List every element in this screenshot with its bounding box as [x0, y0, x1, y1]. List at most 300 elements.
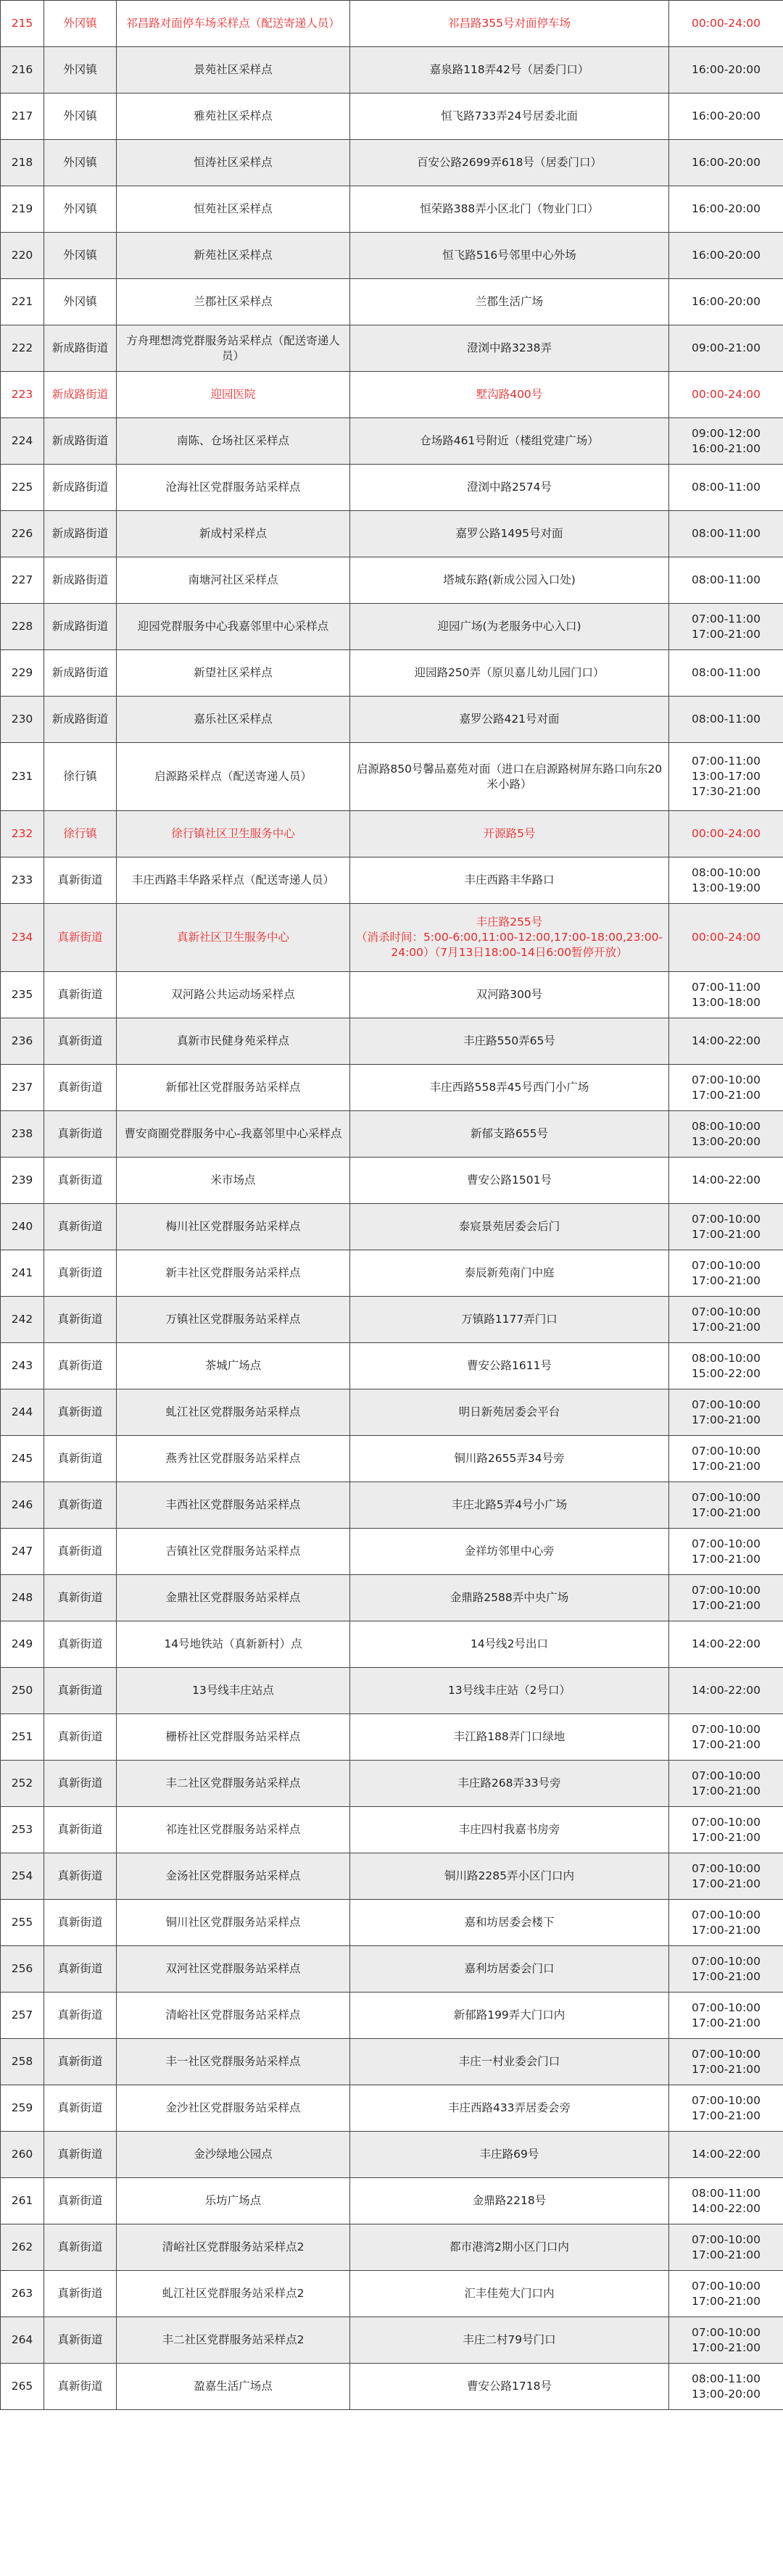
row-number-cell: 243 — [1, 1343, 44, 1389]
row-number-cell: 247 — [1, 1529, 44, 1575]
town-cell: 真新街道 — [44, 1018, 117, 1065]
address-cell-line: 曹安公路1718号 — [467, 2380, 552, 2393]
hours-cell-line: 07:00-10:00 — [692, 2232, 761, 2246]
hours-cell-line: 07:00-10:00 — [692, 1258, 761, 1272]
table-row — [1, 2085, 783, 2132]
hours-cell-line: 15:00-22:00 — [692, 1366, 761, 1380]
table-row — [1, 1389, 783, 1436]
row-number-cell: 258 — [1, 2039, 44, 2085]
table-row — [1, 186, 783, 233]
hours-cell — [669, 1, 783, 47]
address-cell — [350, 1993, 669, 2039]
row-number-cell: 238 — [1, 1111, 44, 1158]
address-cell — [350, 1297, 669, 1343]
address-cell-line: 启源路850号馨品嘉苑对面（进口在启源路树屏东路口向东20米小路） — [356, 762, 663, 791]
town-cell: 外冈镇 — [44, 140, 117, 186]
hours-cell-line: 08:00-11:00 — [692, 527, 761, 541]
hours-cell-line: 17:00-21:00 — [692, 1830, 761, 1844]
hours-cell-line: 07:00-10:00 — [692, 2047, 761, 2061]
row-number-cell: 217 — [1, 94, 44, 140]
address-cell — [350, 279, 669, 325]
address-cell — [350, 186, 669, 233]
site-name-cell: 迎园党群服务中心我嘉邻里中心采样点 — [117, 604, 350, 650]
hours-cell — [669, 1807, 783, 1853]
site-name-cell: 丰庄西路丰华路采样点（配送寄递人员） — [117, 857, 350, 904]
site-name-cell: 徐行镇社区卫生服务中心 — [117, 811, 350, 857]
address-cell — [350, 1482, 669, 1529]
address-cell — [350, 325, 669, 372]
table-row — [1, 697, 783, 743]
row-number-cell: 230 — [1, 697, 44, 743]
address-cell — [350, 1389, 669, 1436]
hours-cell-line: 13:00-19:00 — [692, 881, 761, 894]
address-cell-line: 迎园广场(为老服务中心入口) — [437, 620, 581, 633]
row-number-cell: 262 — [1, 2224, 44, 2271]
town-cell: 真新街道 — [44, 2132, 117, 2178]
town-cell: 真新街道 — [44, 1250, 117, 1297]
town-cell: 真新街道 — [44, 904, 117, 972]
address-cell — [350, 47, 669, 94]
hours-cell — [669, 1946, 783, 1993]
site-name-cell: 茶城广场点 — [117, 1343, 350, 1389]
address-cell — [350, 1575, 669, 1621]
address-cell — [350, 2224, 669, 2271]
town-cell: 真新街道 — [44, 2039, 117, 2085]
row-number-cell: 216 — [1, 47, 44, 94]
row-number-cell: 248 — [1, 1575, 44, 1621]
hours-cell — [669, 1668, 783, 1714]
row-number-cell: 228 — [1, 604, 44, 650]
row-number-cell: 242 — [1, 1297, 44, 1343]
table-row — [1, 465, 783, 511]
table-row — [1, 1946, 783, 1993]
table-row — [1, 1, 783, 47]
address-cell-line: 明日新苑居委会平台 — [458, 1405, 560, 1419]
table-row — [1, 1529, 783, 1575]
town-cell: 徐行镇 — [44, 811, 117, 857]
site-name-cell: 13号线丰庄站点 — [117, 1668, 350, 1714]
hours-cell — [669, 557, 783, 604]
row-number-cell: 236 — [1, 1018, 44, 1065]
address-cell — [350, 2039, 669, 2085]
town-cell: 新成路街道 — [44, 325, 117, 372]
hours-cell — [669, 418, 783, 465]
table-row — [1, 1158, 783, 1204]
table-row — [1, 2364, 783, 2410]
town-cell: 真新街道 — [44, 2085, 117, 2132]
hours-cell — [669, 1714, 783, 1761]
hours-cell-line: 07:00-10:00 — [692, 1537, 761, 1550]
hours-cell-line: 17:00-21:00 — [692, 1413, 761, 1426]
row-number-cell: 256 — [1, 1946, 44, 1993]
row-number-cell: 231 — [1, 743, 44, 811]
town-cell: 新成路街道 — [44, 557, 117, 604]
address-cell — [350, 372, 669, 418]
site-name-cell: 恒苑社区采样点 — [117, 186, 350, 233]
address-cell-line: 嘉和坊居委会楼下 — [464, 1916, 555, 1929]
table-row — [1, 1714, 783, 1761]
hours-cell-line: 13:00-20:00 — [692, 2387, 761, 2401]
hours-cell — [669, 47, 783, 94]
row-number-cell: 215 — [1, 1, 44, 47]
town-cell: 真新街道 — [44, 1575, 117, 1621]
hours-cell-line: 08:00-11:00 — [692, 666, 761, 680]
site-name-cell: 金沙社区党群服务站采样点 — [117, 2085, 350, 2132]
hours-cell-line: 07:00-10:00 — [692, 2325, 761, 2339]
site-name-cell: 新望社区采样点 — [117, 650, 350, 697]
address-cell — [350, 233, 669, 279]
hours-cell-line: 00:00-24:00 — [692, 17, 761, 30]
hours-cell-line: 17:00-21:00 — [692, 1320, 761, 1334]
address-cell — [350, 1714, 669, 1761]
address-cell-line: 墅沟路400号 — [476, 388, 543, 402]
address-cell — [350, 1853, 669, 1900]
hours-cell-line: 17:00-21:00 — [692, 1923, 761, 1937]
site-name-cell: 祁连社区党群服务站采样点 — [117, 1807, 350, 1853]
table-row — [1, 1993, 783, 2039]
hours-cell — [669, 1993, 783, 2039]
hours-cell-line: 07:00-10:00 — [692, 1490, 761, 1504]
address-cell-line: 都市港湾2期小区门口内 — [450, 2240, 569, 2254]
address-cell-line: 恒飞路733弄24号居委北面 — [441, 109, 578, 123]
row-number-cell: 227 — [1, 557, 44, 604]
address-cell — [350, 140, 669, 186]
hours-cell-line: 00:00-24:00 — [692, 827, 761, 841]
row-number-cell: 222 — [1, 325, 44, 372]
row-number-cell: 249 — [1, 1621, 44, 1668]
address-cell-line: 丰庄二村79号门口 — [463, 2333, 556, 2347]
address-cell — [350, 1900, 669, 1946]
hours-cell-line: 17:00-21:00 — [692, 627, 761, 641]
address-cell-line: 仓场路461号附近（楼组党建广场） — [420, 434, 599, 448]
address-cell-line: 万镇路1177弄门口 — [461, 1313, 558, 1326]
table-row — [1, 2178, 783, 2224]
address-cell — [350, 1, 669, 47]
hours-cell-line: 07:00-10:00 — [692, 1583, 761, 1597]
town-cell: 新成路街道 — [44, 465, 117, 511]
site-name-cell: 双河路公共运动场采样点 — [117, 972, 350, 1018]
hours-cell — [669, 1343, 783, 1389]
hours-cell-line: 17:00-21:00 — [692, 2108, 761, 2122]
hours-cell-line: 07:00-10:00 — [692, 1769, 761, 1782]
hours-cell — [669, 904, 783, 972]
hours-cell — [669, 233, 783, 279]
row-number-cell: 257 — [1, 1993, 44, 2039]
hours-cell-line: 17:00-21:00 — [692, 1598, 761, 1612]
table-row — [1, 279, 783, 325]
address-cell-line: 嘉罗公路1495号对面 — [455, 527, 563, 541]
site-name-cell: 迎园医院 — [117, 372, 350, 418]
site-name-cell: 新苑社区采样点 — [117, 233, 350, 279]
hours-cell — [669, 1250, 783, 1297]
town-cell: 外冈镇 — [44, 186, 117, 233]
hours-cell-line: 07:00-10:00 — [692, 1305, 761, 1318]
table-row — [1, 1204, 783, 1250]
table-row — [1, 743, 783, 811]
table-row — [1, 1575, 783, 1621]
hours-cell-line: 14:00-22:00 — [692, 1637, 761, 1651]
address-cell-line: 13号线丰庄站（2号口） — [447, 1684, 571, 1698]
site-name-cell: 景苑社区采样点 — [117, 47, 350, 94]
hours-cell — [669, 1575, 783, 1621]
site-name-cell: 燕秀社区党群服务站采样点 — [117, 1436, 350, 1482]
hours-cell — [669, 1482, 783, 1529]
hours-cell-line: 17:00-21:00 — [692, 1459, 761, 1473]
hours-cell — [669, 650, 783, 697]
address-cell — [350, 1250, 669, 1297]
address-cell — [350, 1807, 669, 1853]
address-cell-line: 百安公路2699弄618号（居委门口） — [416, 156, 602, 170]
hours-cell — [669, 743, 783, 811]
table-row — [1, 2132, 783, 2178]
hours-cell-line: 16:00-20:00 — [692, 63, 761, 77]
row-number-cell: 264 — [1, 2317, 44, 2364]
hours-cell-line: 07:00-10:00 — [692, 1444, 761, 1458]
site-name-cell: 真新市民健身苑采样点 — [117, 1018, 350, 1065]
town-cell: 真新街道 — [44, 1389, 117, 1436]
address-cell-line: 金鼎路2588弄中央广场 — [450, 1591, 569, 1605]
hours-cell — [669, 2271, 783, 2317]
site-name-cell: 新丰社区党群服务站采样点 — [117, 1250, 350, 1297]
address-cell — [350, 2271, 669, 2317]
site-name-cell: 丰二社区党群服务站采样点 — [117, 1761, 350, 1807]
address-cell — [350, 1529, 669, 1575]
row-number-cell: 254 — [1, 1853, 44, 1900]
address-cell-line: 恒荣路388弄小区北门（物业门口） — [420, 202, 599, 216]
hours-cell-line: 07:00-10:00 — [692, 1954, 761, 1968]
table-row — [1, 604, 783, 650]
address-cell-line: 丰庄北路5弄4号小广场 — [451, 1498, 568, 1512]
site-name-cell: 虬江社区党群服务站采样点 — [117, 1389, 350, 1436]
hours-cell-line: 17:00-21:00 — [692, 2062, 761, 2076]
address-cell-line: 泰宸景苑居委会后门 — [458, 1220, 560, 1234]
address-cell-line: 丰庄路69号 — [479, 2148, 539, 2161]
town-cell: 真新街道 — [44, 1204, 117, 1250]
hours-cell — [669, 697, 783, 743]
address-cell — [350, 557, 669, 604]
hours-cell-line: 07:00-10:00 — [692, 2000, 761, 2014]
address-cell — [350, 1204, 669, 1250]
hours-cell — [669, 1389, 783, 1436]
hours-cell — [669, 511, 783, 557]
hours-cell — [669, 1065, 783, 1111]
town-cell: 真新街道 — [44, 1065, 117, 1111]
address-cell-line: 丰庄西路丰华路口 — [464, 873, 555, 887]
address-cell — [350, 857, 669, 904]
hours-cell-line: 07:00-10:00 — [692, 1073, 761, 1087]
hours-cell — [669, 279, 783, 325]
hours-cell-line: 17:30-21:00 — [692, 784, 761, 798]
hours-cell — [669, 2085, 783, 2132]
hours-cell — [669, 140, 783, 186]
site-name-cell: 曹安商圈党群服务中心-我嘉邻里中心采样点 — [117, 1111, 350, 1158]
hours-cell-line: 17:00-21:00 — [692, 2016, 761, 2029]
address-cell — [350, 604, 669, 650]
hours-cell-line: 17:00-21:00 — [692, 1737, 761, 1751]
hours-cell-line: 08:00-11:00 — [692, 2372, 761, 2385]
hours-cell-line: 00:00-24:00 — [692, 931, 761, 944]
address-cell — [350, 1946, 669, 1993]
site-name-cell: 方舟理想湾党群服务站采样点（配送寄递人员） — [117, 325, 350, 372]
row-number-cell: 223 — [1, 372, 44, 418]
hours-cell-line: 14:00-22:00 — [692, 1034, 761, 1048]
site-name-cell: 雅苑社区采样点 — [117, 94, 350, 140]
site-name-cell: 栅桥社区党群服务站采样点 — [117, 1714, 350, 1761]
town-cell: 真新街道 — [44, 2271, 117, 2317]
row-number-cell: 252 — [1, 1761, 44, 1807]
town-cell: 真新街道 — [44, 1807, 117, 1853]
hours-cell-line: 13:00-18:00 — [692, 995, 761, 1009]
address-cell — [350, 2085, 669, 2132]
table-row — [1, 1065, 783, 1111]
hours-cell-line: 07:00-11:00 — [692, 612, 761, 626]
address-cell-line: 丰庄西路558弄45号西门小广场 — [429, 1081, 589, 1094]
address-cell-line: 恒飞路516号邻里中心外场 — [442, 249, 576, 262]
site-name-cell: 铜川社区党群服务站采样点 — [117, 1900, 350, 1946]
row-number-cell: 241 — [1, 1250, 44, 1297]
town-cell: 真新街道 — [44, 1946, 117, 1993]
hours-cell — [669, 1436, 783, 1482]
site-name-cell: 祁昌路对面停车场采样点（配送寄递人员） — [117, 1, 350, 47]
address-cell-line: 祁昌路355号对面停车场 — [447, 17, 571, 30]
address-cell-line: 铜川路2655弄34号旁 — [454, 1452, 565, 1466]
hours-cell-line: 07:00-10:00 — [692, 1815, 761, 1829]
hours-cell — [669, 2364, 783, 2410]
site-name-cell: 南塘河社区采样点 — [117, 557, 350, 604]
site-name-cell: 丰西社区党群服务站采样点 — [117, 1482, 350, 1529]
town-cell: 真新街道 — [44, 2224, 117, 2271]
town-cell: 真新街道 — [44, 1853, 117, 1900]
table-body — [1, 1, 783, 2410]
table-row — [1, 811, 783, 857]
hours-cell-line: 09:00-12:00 — [692, 426, 761, 440]
address-cell-line: 曹安公路1611号 — [467, 1359, 552, 1373]
hours-cell-line: 07:00-10:00 — [692, 2093, 761, 2107]
site-name-cell: 双河社区党群服务站采样点 — [117, 1946, 350, 1993]
address-cell-line: 丰江路188弄门口绿地 — [453, 1730, 566, 1744]
table-row — [1, 1250, 783, 1297]
hours-cell — [669, 1853, 783, 1900]
table-row — [1, 94, 783, 140]
town-cell: 真新街道 — [44, 1111, 117, 1158]
address-cell-line: 丰庄西路433弄居委会旁 — [447, 2101, 571, 2115]
address-cell — [350, 418, 669, 465]
row-number-cell: 233 — [1, 857, 44, 904]
row-number-cell: 235 — [1, 972, 44, 1018]
row-number-cell: 239 — [1, 1158, 44, 1204]
hours-cell — [669, 1297, 783, 1343]
address-cell — [350, 94, 669, 140]
row-number-cell: 265 — [1, 2364, 44, 2410]
town-cell: 真新街道 — [44, 1482, 117, 1529]
hours-cell-line: 17:00-21:00 — [692, 2294, 761, 2308]
site-name-cell: 嘉乐社区采样点 — [117, 697, 350, 743]
site-name-cell: 启源路采样点（配送寄递人员） — [117, 743, 350, 811]
site-name-cell: 丰一社区党群服务站采样点 — [117, 2039, 350, 2085]
town-cell: 徐行镇 — [44, 743, 117, 811]
town-cell: 外冈镇 — [44, 233, 117, 279]
row-number-cell: 232 — [1, 811, 44, 857]
hours-cell — [669, 465, 783, 511]
address-cell-line: 丰庄一村业委会门口 — [458, 2055, 560, 2069]
town-cell: 新成路街道 — [44, 418, 117, 465]
town-cell: 真新街道 — [44, 972, 117, 1018]
address-cell-line: 丰庄路268弄33号旁 — [457, 1777, 561, 1790]
hours-cell-line: 08:00-11:00 — [692, 481, 761, 494]
row-number-cell: 255 — [1, 1900, 44, 1946]
row-number-cell: 244 — [1, 1389, 44, 1436]
row-number-cell: 234 — [1, 904, 44, 972]
table-row — [1, 140, 783, 186]
hours-cell-line: 16:00-20:00 — [692, 295, 761, 309]
hours-cell — [669, 604, 783, 650]
hours-cell-line: 17:00-21:00 — [692, 1505, 761, 1519]
address-cell-line: 铜川路2285弄小区门口内 — [444, 1869, 574, 1883]
hours-cell-line: 14:00-22:00 — [692, 1173, 761, 1187]
address-cell — [350, 972, 669, 1018]
address-cell — [350, 743, 669, 811]
hours-cell — [669, 2039, 783, 2085]
site-name-cell: 14号地铁站（真新新村）点 — [117, 1621, 350, 1668]
address-cell-line: 丰庄路550弄65号 — [463, 1034, 555, 1048]
table-row — [1, 1436, 783, 1482]
table-row — [1, 1807, 783, 1853]
hours-cell-line: 17:00-21:00 — [692, 1088, 761, 1102]
hours-cell-line: 07:00-10:00 — [692, 1212, 761, 1226]
hours-cell-line: 08:00-10:00 — [692, 1119, 761, 1133]
hours-cell-line: 16:00-20:00 — [692, 156, 761, 170]
town-cell: 真新街道 — [44, 1621, 117, 1668]
hours-cell-line: 16:00-21:00 — [692, 441, 761, 455]
town-cell: 真新街道 — [44, 857, 117, 904]
town-cell: 新成路街道 — [44, 650, 117, 697]
town-cell: 新成路街道 — [44, 511, 117, 557]
hours-cell — [669, 186, 783, 233]
address-cell-line: 丰庄四村我嘉书房旁 — [458, 1823, 560, 1837]
row-number-cell: 246 — [1, 1482, 44, 1529]
table-row — [1, 650, 783, 697]
hours-cell-line: 17:00-21:00 — [692, 1784, 761, 1798]
address-cell — [350, 2178, 669, 2224]
hours-cell — [669, 1621, 783, 1668]
town-cell: 真新街道 — [44, 2178, 117, 2224]
table-row — [1, 1111, 783, 1158]
table-row — [1, 904, 783, 972]
hours-cell — [669, 1529, 783, 1575]
table-row — [1, 972, 783, 1018]
hours-cell — [669, 1111, 783, 1158]
site-name-cell: 米市场点 — [117, 1158, 350, 1204]
row-number-cell: 259 — [1, 2085, 44, 2132]
hours-cell-line: 07:00-10:00 — [692, 1722, 761, 1736]
address-cell-line: 兰郡生活广场 — [475, 295, 543, 309]
table-row — [1, 2039, 783, 2085]
table-row — [1, 1668, 783, 1714]
hours-cell — [669, 2178, 783, 2224]
address-cell-line: 泰辰新苑南门中庭 — [464, 1266, 555, 1280]
address-cell — [350, 1111, 669, 1158]
address-cell-line: 嘉罗公路421号对面 — [459, 712, 560, 726]
table-row — [1, 1900, 783, 1946]
hours-cell-line: 07:00-11:00 — [692, 755, 761, 768]
table-row — [1, 418, 783, 465]
table-row — [1, 557, 783, 604]
address-cell-line: 金鼎路2218号 — [472, 2194, 547, 2208]
address-cell — [350, 1668, 669, 1714]
town-cell: 真新街道 — [44, 2364, 117, 2410]
hours-cell-line: 08:00-11:00 — [692, 712, 761, 726]
town-cell: 外冈镇 — [44, 279, 117, 325]
